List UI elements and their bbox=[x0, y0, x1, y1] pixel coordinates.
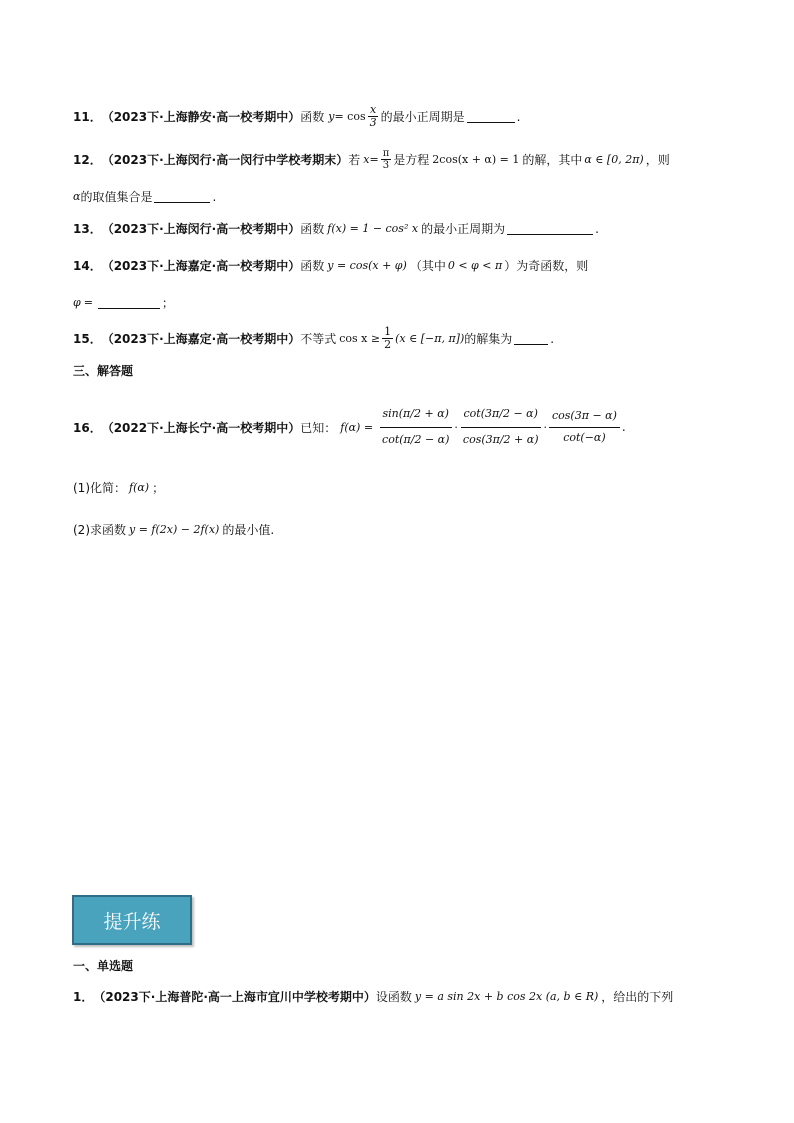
question-end: ； bbox=[161, 296, 174, 310]
question-number: 14． bbox=[73, 259, 102, 273]
fraction-denominator: cot(π/2 − α) bbox=[382, 432, 450, 446]
math-var: x bbox=[363, 153, 370, 166]
question-end: . bbox=[550, 331, 555, 346]
math-expr: = bbox=[369, 153, 379, 166]
question-text: 若 bbox=[348, 153, 361, 167]
math-var: α bbox=[73, 190, 81, 203]
question-text: 的最小值. bbox=[222, 523, 275, 537]
question-source: （2023下·上海静安·高一校考期中） bbox=[101, 110, 301, 125]
fraction-numerator: x bbox=[370, 103, 377, 116]
fraction-denominator: cot(−α) bbox=[563, 430, 606, 444]
fraction-numerator: cos(3π − α) bbox=[549, 406, 620, 427]
question-number: 11． bbox=[73, 110, 102, 125]
math-dot: · bbox=[454, 420, 458, 434]
question-number: 15． bbox=[73, 332, 102, 347]
math-fraction bbox=[381, 148, 392, 171]
math-expr: y = a sin 2x + b cos 2x (a, b ∈ R) bbox=[414, 990, 599, 1003]
question-12-line2 bbox=[73, 188, 216, 205]
question-number: 12． bbox=[73, 153, 102, 167]
math-expr: y = cos(x + φ) bbox=[327, 259, 407, 272]
question-source: （2023下·上海闵行·高一校考期中） bbox=[101, 222, 301, 236]
math-expr: y = f(2x) − 2f(x) bbox=[129, 523, 220, 536]
math-expr: cos x ≥ bbox=[339, 332, 381, 346]
question-text: 函数 bbox=[300, 259, 325, 273]
question-source: （2022下·上海长宁·高一校考期中） bbox=[101, 420, 301, 435]
math-expr: f(α) = bbox=[340, 420, 374, 434]
math-expr: 2cos(x + α) = 1 bbox=[432, 153, 520, 166]
question-13 bbox=[73, 220, 599, 237]
question-text: ，则 bbox=[645, 153, 670, 167]
question-text: 已知： bbox=[300, 420, 337, 435]
question-12 bbox=[73, 148, 670, 171]
fraction-denominator: cos(3π/2 + α) bbox=[462, 432, 539, 446]
section-title: 三、解答题 bbox=[73, 364, 134, 378]
question-number: 1． bbox=[73, 990, 94, 1004]
question-text: 函数 bbox=[300, 222, 325, 236]
part-label: (1)化简： bbox=[73, 481, 126, 495]
question-14-line2 bbox=[73, 294, 174, 311]
question-1 bbox=[73, 988, 673, 1005]
math-fraction-1 bbox=[379, 402, 452, 451]
fraction-denominator: 2 bbox=[384, 338, 392, 352]
question-text: 的取值集合是 bbox=[80, 190, 153, 204]
question-text: 的解集为 bbox=[464, 332, 513, 347]
fraction-numerator: 1 bbox=[384, 325, 392, 338]
question-text: 设函数 bbox=[375, 990, 412, 1004]
question-source: （2023下·上海嘉定·高一校考期中） bbox=[101, 259, 301, 273]
answer-blank bbox=[154, 190, 210, 203]
question-16-part-1 bbox=[73, 479, 164, 496]
math-var: y bbox=[328, 110, 335, 124]
math-expr: 0 < φ < π bbox=[447, 259, 503, 272]
question-source: （2023下·上海闵行·高一闵行中学校考期末） bbox=[101, 153, 349, 167]
fraction-numerator: sin(π/2 + α) bbox=[380, 402, 452, 427]
math-fraction-3 bbox=[549, 406, 620, 447]
question-text: 的最小正周期为 bbox=[421, 222, 506, 236]
math-var: φ bbox=[73, 296, 81, 309]
question-source: （2023下·上海嘉定·高一校考期中） bbox=[101, 332, 301, 347]
question-text: 的解，其中 bbox=[522, 153, 583, 167]
math-expr: f(x) = 1 − cos² x bbox=[327, 222, 419, 235]
question-source: （2023下·上海普陀·高一上海市宜川中学校考期中） bbox=[93, 990, 376, 1004]
section-banner: 提升练 bbox=[72, 895, 192, 945]
question-end: . bbox=[621, 420, 626, 434]
question-11 bbox=[73, 104, 520, 129]
answer-blank bbox=[98, 296, 160, 309]
question-end: ； bbox=[152, 481, 165, 495]
part-label: (2)求函数 bbox=[73, 523, 126, 537]
question-end: . bbox=[516, 109, 521, 124]
fraction-numerator: cot(3π/2 − α) bbox=[461, 402, 541, 427]
answer-blank bbox=[467, 110, 515, 123]
math-fraction bbox=[368, 104, 379, 129]
fraction-numerator: π bbox=[382, 148, 390, 159]
fraction-denominator: 3 bbox=[369, 116, 377, 130]
math-expr: f(α) bbox=[129, 481, 150, 494]
fraction-denominator: 3 bbox=[382, 160, 390, 171]
question-end: . bbox=[595, 221, 599, 236]
question-number: 16． bbox=[73, 420, 102, 435]
question-number: 13． bbox=[73, 222, 102, 236]
math-expr: = bbox=[83, 296, 93, 309]
question-text: ）为奇函数，则 bbox=[504, 259, 589, 273]
math-dot: · bbox=[543, 420, 547, 434]
question-end: . bbox=[212, 189, 217, 204]
question-16-part-2 bbox=[73, 521, 274, 538]
math-fraction-2 bbox=[460, 402, 542, 451]
answer-blank bbox=[507, 222, 593, 235]
question-text: 的最小正周期是 bbox=[380, 110, 465, 125]
question-16 bbox=[73, 392, 626, 462]
math-expr: α ∈ [0, 2π) bbox=[584, 153, 644, 166]
question-14 bbox=[73, 257, 588, 274]
math-expr: (x ∈ [−π, π]) bbox=[395, 332, 465, 346]
section-title: 一、单选题 bbox=[73, 959, 134, 973]
answer-blank bbox=[514, 332, 548, 345]
question-15 bbox=[73, 326, 554, 351]
question-text: （其中 bbox=[409, 259, 446, 273]
question-text: ，给出的下列 bbox=[601, 990, 674, 1004]
question-text: 函数 bbox=[300, 110, 325, 125]
question-text: 不等式 bbox=[300, 332, 337, 347]
question-text: 是方程 bbox=[393, 153, 430, 167]
math-fraction bbox=[382, 326, 393, 351]
math-expr: = cos bbox=[334, 110, 366, 124]
